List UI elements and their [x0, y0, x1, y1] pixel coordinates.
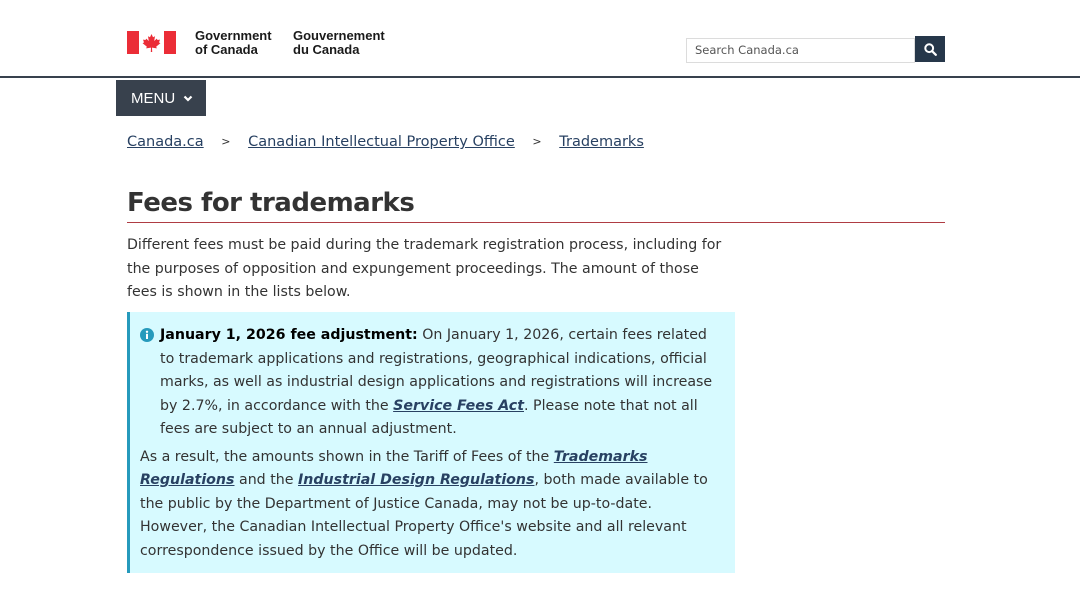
alert-p1-text-b: . Please note that not all fees are subject to an annual adjustment.: [160, 397, 698, 437]
alert-p2-text-b: and the: [234, 472, 298, 488]
alert-p1-text-a: On January 1, 2026, certain fees related to trademark applications and registrations, geographical indications, official marks, as well as industrial design applications and registrations will increase by 2.7%, in accordance with the: [160, 327, 713, 414]
breadcrumb: [127, 134, 644, 150]
search-input[interactable]: Search Canada.ca: [686, 38, 915, 63]
menu-label: MENU: [131, 89, 176, 107]
government-of-canada-signature[interactable]: [195, 29, 272, 56]
info-icon: [140, 328, 154, 342]
breadcrumb-link-trademarks[interactable]: Trademarks: [559, 134, 644, 150]
trademarks-regulations-link[interactable]: Trademarks Regulations: [140, 448, 648, 488]
alert-paragraph-2: [140, 446, 721, 564]
alert-p2-text-a: As a result, the amounts shown in the Tariff of Fees of the: [140, 448, 554, 465]
signature-fr-line2: du Canada: [293, 41, 360, 57]
chevron-down-icon: [183, 95, 193, 102]
gouvernement-du-canada-signature[interactable]: [293, 29, 385, 56]
alert-p2-text-c: , both made available to the public by the Department of Justice Canada, may not be up-to-date. However, the Canadian Intellectual Property Office's website and all relevant correspondence issued by the Office will be updated.: [140, 472, 708, 559]
signature-en-line1: Government: [195, 28, 272, 43]
alert-heading: January 1, 2026 fee adjustment:: [160, 327, 418, 343]
alert-paragraph-1: [140, 324, 721, 442]
service-fees-act-link[interactable]: Service Fees Act: [393, 397, 524, 414]
page-title: Fees for trademarks: [127, 188, 945, 223]
breadcrumb-separator: >: [221, 135, 231, 148]
search-icon: [924, 43, 937, 56]
breadcrumb-link-canada-ca[interactable]: Canada.ca: [127, 134, 204, 150]
menu-button[interactable]: [116, 80, 206, 116]
signature-fr-line1: Gouvernement: [293, 28, 385, 43]
industrial-design-regulations-link[interactable]: Industrial Design Regulations: [298, 472, 535, 488]
breadcrumb-link-cipo[interactable]: Canadian Intellectual Property Office: [248, 134, 515, 150]
site-header: [0, 0, 1080, 78]
canada-flag-icon[interactable]: [127, 31, 176, 54]
breadcrumb-separator: >: [532, 135, 542, 148]
fee-adjustment-alert: [127, 312, 735, 573]
intro-paragraph: Different fees must be paid during the trademark registration process, including for the purposes of opposition and expungement proceedings. The amount of those fees is shown in the lists below.: [127, 237, 722, 300]
search-button[interactable]: [915, 36, 945, 62]
signature-en-line2: of Canada: [195, 41, 258, 57]
